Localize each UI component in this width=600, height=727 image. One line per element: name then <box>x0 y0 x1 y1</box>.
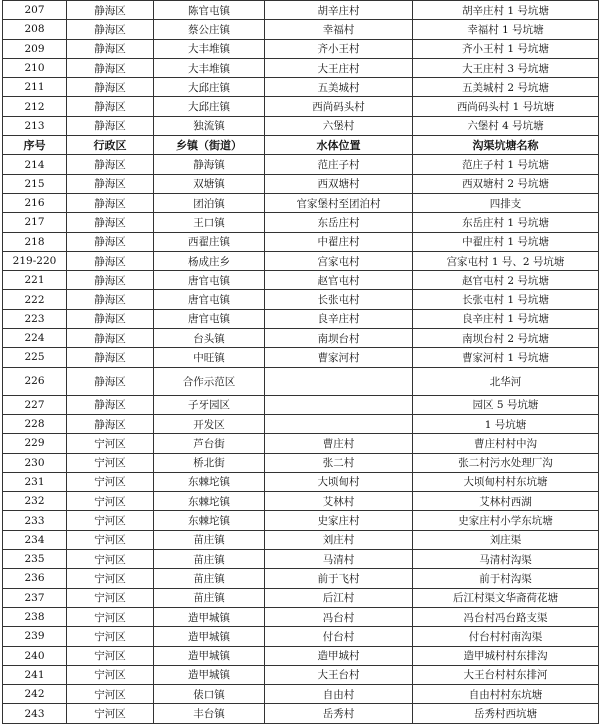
cell-location: 艾林村 <box>265 492 413 511</box>
cell-district: 宁河区 <box>67 472 154 491</box>
cell-district: 静海区 <box>67 329 154 348</box>
table-row <box>3 434 599 453</box>
cell-location: 长张屯村 <box>265 290 413 309</box>
table-row <box>3 414 599 433</box>
table-row <box>3 290 599 309</box>
table-row <box>3 232 599 251</box>
cell-town: 中旺镇 <box>154 348 265 367</box>
cell-no: 240 <box>3 646 67 665</box>
water-body-table <box>2 0 599 724</box>
cell-name: 东岳庄村 1 号坑塘 <box>413 213 599 232</box>
cell-no: 222 <box>3 290 67 309</box>
cell-location: 张二村 <box>265 453 413 472</box>
cell-town: 双塘镇 <box>154 174 265 193</box>
cell-name: 1 号坑塘 <box>413 414 599 433</box>
cell-location: 六堡村 <box>265 116 413 135</box>
cell-district: 静海区 <box>67 348 154 367</box>
cell-location: 刘庄村 <box>265 530 413 549</box>
cell-district: 静海区 <box>67 58 154 77</box>
cell-town: 俵口镇 <box>154 685 265 704</box>
cell-district: 静海区 <box>67 174 154 193</box>
cell-name: 岳秀村西坑塘 <box>413 704 599 723</box>
cell-no: 221 <box>3 271 67 290</box>
cell-name: 北华河 <box>413 367 599 395</box>
cell-no: 233 <box>3 511 67 530</box>
cell-location: 曹庄村 <box>265 434 413 453</box>
cell-no: 243 <box>3 704 67 723</box>
cell-name: 胡辛庄村 1 号坑塘 <box>413 1 599 20</box>
cell-location: 冯台村 <box>265 607 413 626</box>
cell-town: 造甲城镇 <box>154 646 265 665</box>
cell-town: 苗庄镇 <box>154 569 265 588</box>
table-row <box>3 213 599 232</box>
cell-town: 东棘坨镇 <box>154 472 265 491</box>
table-row <box>3 395 599 414</box>
cell-name: 大王庄村 3 号坑塘 <box>413 58 599 77</box>
table-row <box>3 97 599 116</box>
cell-location: 胡辛庄村 <box>265 1 413 20</box>
cell-location: 大王庄村 <box>265 58 413 77</box>
cell-town: 开发区 <box>154 414 265 433</box>
cell-name: 刘庄渠 <box>413 530 599 549</box>
cell-town: 苗庄镇 <box>154 530 265 549</box>
cell-district: 静海区 <box>67 155 154 174</box>
cell-no: 239 <box>3 627 67 646</box>
table-row <box>3 174 599 193</box>
cell-no: 212 <box>3 97 67 116</box>
cell-town: 苗庄镇 <box>154 550 265 569</box>
table-row <box>3 58 599 77</box>
cell-location: 马清村 <box>265 550 413 569</box>
cell-district: 宁河区 <box>67 704 154 723</box>
cell-location: 西双塘村 <box>265 174 413 193</box>
cell-name: 大王台村村东排河 <box>413 665 599 684</box>
cell-name: 张二村污水处理厂沟 <box>413 453 599 472</box>
cell-district: 宁河区 <box>67 607 154 626</box>
cell-name: 曹庄村村中沟 <box>413 434 599 453</box>
cell-no: 236 <box>3 569 67 588</box>
cell-name: 造甲城村村东排沟 <box>413 646 599 665</box>
header-district: 行政区 <box>67 136 154 155</box>
cell-location <box>265 395 413 414</box>
cell-no: 235 <box>3 550 67 569</box>
table-row <box>3 646 599 665</box>
cell-name: 幸福村 1 号坑塘 <box>413 20 599 39</box>
cell-town: 唐官屯镇 <box>154 271 265 290</box>
cell-town: 杨成庄乡 <box>154 251 265 270</box>
table-row <box>3 271 599 290</box>
cell-no: 217 <box>3 213 67 232</box>
cell-no: 219-220 <box>3 251 67 270</box>
table-row <box>3 472 599 491</box>
cell-district: 静海区 <box>67 116 154 135</box>
cell-no: 213 <box>3 116 67 135</box>
cell-town: 大邱庄镇 <box>154 97 265 116</box>
cell-location: 大顷甸村 <box>265 472 413 491</box>
cell-town: 唐官屯镇 <box>154 309 265 328</box>
table-row <box>3 492 599 511</box>
cell-no: 210 <box>3 58 67 77</box>
table-header <box>3 136 599 155</box>
cell-name: 自由村村东坑塘 <box>413 685 599 704</box>
table-row <box>3 309 599 328</box>
cell-district: 静海区 <box>67 395 154 414</box>
cell-location: 齐小王村 <box>265 39 413 58</box>
cell-town: 造甲城镇 <box>154 627 265 646</box>
cell-name: 艾林村西湖 <box>413 492 599 511</box>
cell-town: 蔡公庄镇 <box>154 20 265 39</box>
cell-town: 唐官屯镇 <box>154 290 265 309</box>
cell-district: 静海区 <box>67 290 154 309</box>
header-town: 乡镇（街道） <box>154 136 265 155</box>
table-row <box>3 155 599 174</box>
cell-no: 227 <box>3 395 67 414</box>
cell-name: 前于村沟渠 <box>413 569 599 588</box>
cell-no: 207 <box>3 1 67 20</box>
cell-town: 东棘坨镇 <box>154 511 265 530</box>
cell-district: 静海区 <box>67 213 154 232</box>
cell-district: 静海区 <box>67 232 154 251</box>
cell-location: 付台村 <box>265 627 413 646</box>
cell-no: 230 <box>3 453 67 472</box>
table-row <box>3 329 599 348</box>
cell-location: 后江村 <box>265 588 413 607</box>
cell-district: 宁河区 <box>67 530 154 549</box>
table-row <box>3 627 599 646</box>
cell-no: 237 <box>3 588 67 607</box>
cell-location: 东岳庄村 <box>265 213 413 232</box>
cell-town: 东棘坨镇 <box>154 492 265 511</box>
cell-no: 209 <box>3 39 67 58</box>
cell-town: 芦台街 <box>154 434 265 453</box>
table-body-bottom <box>3 155 599 723</box>
cell-name: 长张屯村 1 号坑塘 <box>413 290 599 309</box>
cell-name: 付台村村南沟渠 <box>413 627 599 646</box>
header-name: 沟渠坑塘名称 <box>413 136 599 155</box>
cell-no: 208 <box>3 20 67 39</box>
cell-name: 冯台村冯台路支渠 <box>413 607 599 626</box>
cell-town: 大丰堆镇 <box>154 39 265 58</box>
cell-location: 南坝台村 <box>265 329 413 348</box>
cell-no: 241 <box>3 665 67 684</box>
cell-town: 大丰堆镇 <box>154 58 265 77</box>
cell-district: 宁河区 <box>67 569 154 588</box>
cell-name: 史家庄村小学东坑塘 <box>413 511 599 530</box>
cell-location: 中翟庄村 <box>265 232 413 251</box>
cell-no: 224 <box>3 329 67 348</box>
cell-town: 团泊镇 <box>154 193 265 212</box>
cell-name: 范庄子村 1 号坑塘 <box>413 155 599 174</box>
cell-name: 良辛庄村 1 号坑塘 <box>413 309 599 328</box>
cell-district: 宁河区 <box>67 646 154 665</box>
cell-no: 218 <box>3 232 67 251</box>
cell-name: 曹家河村 1 号坑塘 <box>413 348 599 367</box>
cell-location: 五美城村 <box>265 78 413 97</box>
cell-no: 223 <box>3 309 67 328</box>
cell-location: 赵官屯村 <box>265 271 413 290</box>
cell-district: 静海区 <box>67 271 154 290</box>
cell-district: 静海区 <box>67 20 154 39</box>
cell-district: 静海区 <box>67 39 154 58</box>
cell-district: 静海区 <box>67 251 154 270</box>
cell-location: 曹家河村 <box>265 348 413 367</box>
cell-district: 宁河区 <box>67 434 154 453</box>
cell-district: 静海区 <box>67 367 154 395</box>
cell-name: 赵官屯村 2 号坑塘 <box>413 271 599 290</box>
cell-name: 齐小王村 1 号坑塘 <box>413 39 599 58</box>
cell-district: 宁河区 <box>67 492 154 511</box>
cell-town: 桥北街 <box>154 453 265 472</box>
table-row <box>3 39 599 58</box>
table-row <box>3 193 599 212</box>
cell-no: 215 <box>3 174 67 193</box>
cell-town: 丰台镇 <box>154 704 265 723</box>
cell-town: 合作示范区 <box>154 367 265 395</box>
cell-no: 225 <box>3 348 67 367</box>
table-row <box>3 607 599 626</box>
cell-district: 宁河区 <box>67 588 154 607</box>
cell-district: 静海区 <box>67 1 154 20</box>
cell-name: 后江村渠文华斋荷花塘 <box>413 588 599 607</box>
cell-district: 静海区 <box>67 414 154 433</box>
cell-no: 211 <box>3 78 67 97</box>
table-row <box>3 550 599 569</box>
table-row <box>3 530 599 549</box>
table-row <box>3 116 599 135</box>
cell-name: 大顷甸村村东坑塘 <box>413 472 599 491</box>
cell-no: 231 <box>3 472 67 491</box>
cell-no: 228 <box>3 414 67 433</box>
cell-town: 大邱庄镇 <box>154 78 265 97</box>
cell-district: 静海区 <box>67 193 154 212</box>
cell-location: 造甲城村 <box>265 646 413 665</box>
cell-town: 苗庄镇 <box>154 588 265 607</box>
cell-location: 幸福村 <box>265 20 413 39</box>
cell-town: 王口镇 <box>154 213 265 232</box>
cell-district: 宁河区 <box>67 627 154 646</box>
cell-no: 242 <box>3 685 67 704</box>
cell-no: 214 <box>3 155 67 174</box>
cell-name: 南坝台村 2 号坑塘 <box>413 329 599 348</box>
cell-town: 独流镇 <box>154 116 265 135</box>
cell-location: 岳秀村 <box>265 704 413 723</box>
cell-district: 静海区 <box>67 309 154 328</box>
cell-town: 西翟庄镇 <box>154 232 265 251</box>
cell-no: 216 <box>3 193 67 212</box>
table-row <box>3 665 599 684</box>
cell-location: 宫家屯村 <box>265 251 413 270</box>
table-row <box>3 367 599 395</box>
table-row <box>3 20 599 39</box>
table-row <box>3 348 599 367</box>
cell-no: 232 <box>3 492 67 511</box>
header-location: 水体位置 <box>265 136 413 155</box>
cell-town: 造甲城镇 <box>154 665 265 684</box>
table-body-top <box>3 1 599 136</box>
table-row <box>3 588 599 607</box>
cell-name: 宫家屯村 1 号、2 号坑塘 <box>413 251 599 270</box>
cell-name: 马清村沟渠 <box>413 550 599 569</box>
cell-name: 西双塘村 2 号坑塘 <box>413 174 599 193</box>
table-row <box>3 685 599 704</box>
cell-town: 子牙园区 <box>154 395 265 414</box>
cell-name: 四排支 <box>413 193 599 212</box>
cell-no: 234 <box>3 530 67 549</box>
cell-location: 自由村 <box>265 685 413 704</box>
cell-district: 宁河区 <box>67 685 154 704</box>
cell-district: 宁河区 <box>67 511 154 530</box>
cell-location: 西尚码头村 <box>265 97 413 116</box>
cell-district: 宁河区 <box>67 550 154 569</box>
cell-location: 大王台村 <box>265 665 413 684</box>
cell-town: 造甲城镇 <box>154 607 265 626</box>
table-row <box>3 453 599 472</box>
table-row <box>3 251 599 270</box>
cell-district: 静海区 <box>67 78 154 97</box>
cell-location: 范庄子村 <box>265 155 413 174</box>
cell-district: 宁河区 <box>67 453 154 472</box>
cell-no: 229 <box>3 434 67 453</box>
cell-location <box>265 414 413 433</box>
table-row <box>3 704 599 723</box>
cell-name: 中翟庄村 1 号坑塘 <box>413 232 599 251</box>
cell-name: 五美城村 2 号坑塘 <box>413 78 599 97</box>
cell-town: 静海镇 <box>154 155 265 174</box>
cell-town: 陈官屯镇 <box>154 1 265 20</box>
cell-town: 台头镇 <box>154 329 265 348</box>
table-row <box>3 511 599 530</box>
cell-name: 六堡村 4 号坑塘 <box>413 116 599 135</box>
table-row <box>3 569 599 588</box>
cell-location: 官家堡村至团泊村 <box>265 193 413 212</box>
cell-location: 良辛庄村 <box>265 309 413 328</box>
cell-name: 园区 5 号坑塘 <box>413 395 599 414</box>
header-row <box>3 136 599 155</box>
cell-location: 史家庄村 <box>265 511 413 530</box>
cell-location <box>265 367 413 395</box>
cell-district: 静海区 <box>67 97 154 116</box>
header-no: 序号 <box>3 136 67 155</box>
cell-no: 226 <box>3 367 67 395</box>
cell-name: 西尚码头村 1 号坑塘 <box>413 97 599 116</box>
cell-location: 前于飞村 <box>265 569 413 588</box>
cell-no: 238 <box>3 607 67 626</box>
table-row <box>3 1 599 20</box>
cell-district: 宁河区 <box>67 665 154 684</box>
table-row <box>3 78 599 97</box>
